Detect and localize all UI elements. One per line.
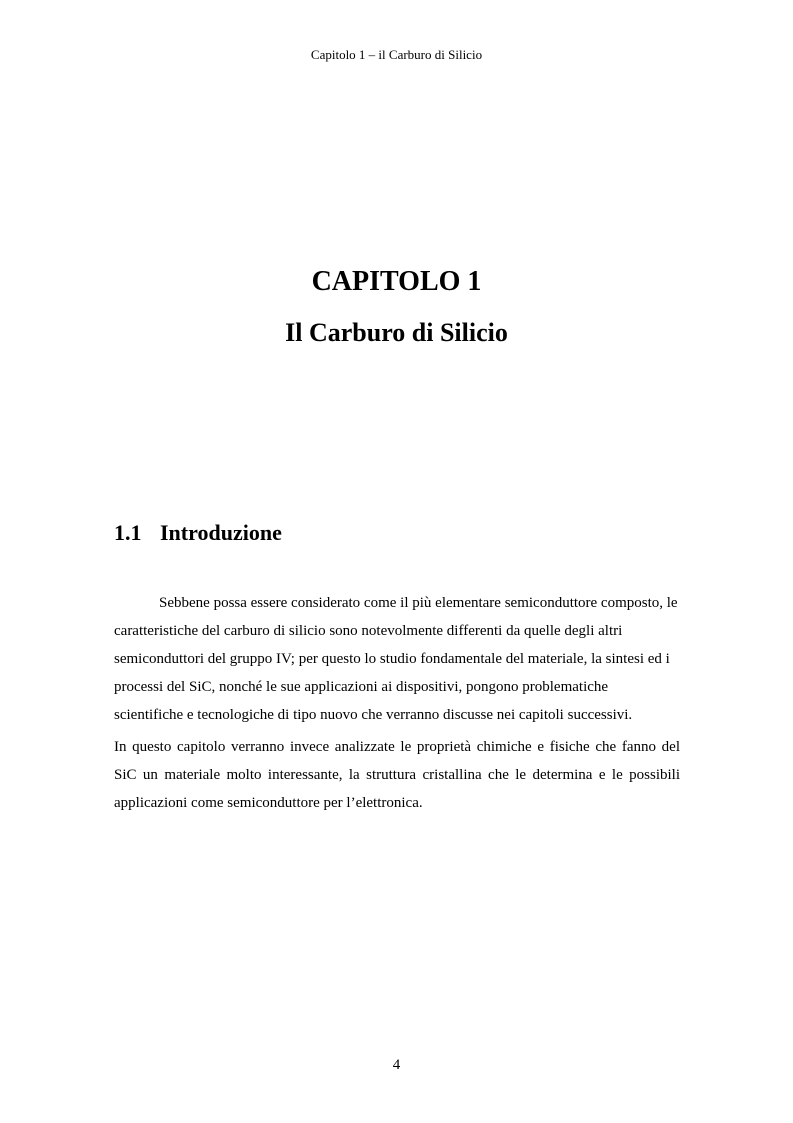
running-header: Capitolo 1 – il Carburo di Silicio [310,47,483,62]
chapter-title: Il Carburo di Silicio [285,318,508,347]
body-text [114,589,680,817]
section-number: 1.1 [114,520,142,545]
section-title: Introduzione [160,520,282,545]
page-number: 4 [392,1057,401,1073]
chapter-number: CAPITOLO 1 [311,266,482,297]
section-heading [114,518,282,548]
paragraph: Sebbene possa essere considerato come il più elementare semiconduttore composto, le caratteristiche del carburo di silicio sono notevolmente differenti da quelle degli altri semiconduttori del gruppo IV; per questo lo studio fondamentale del materiale, la sintesi ed i processi del SiC, nonché le sue applicazioni ai dispositivi, pongono problematiche scientifiche e tecnologiche di tipo nuovo che verranno discusse nei capitoli successivi. [114,595,678,723]
paragraph: In questo capitolo verranno invece analizzate le proprietà chimiche e fisiche che fanno del SiC un materiale molto interessante, la struttura cristallina che le determina e le possibili applicazioni come semiconduttore per l’elettronica. [114,739,680,811]
